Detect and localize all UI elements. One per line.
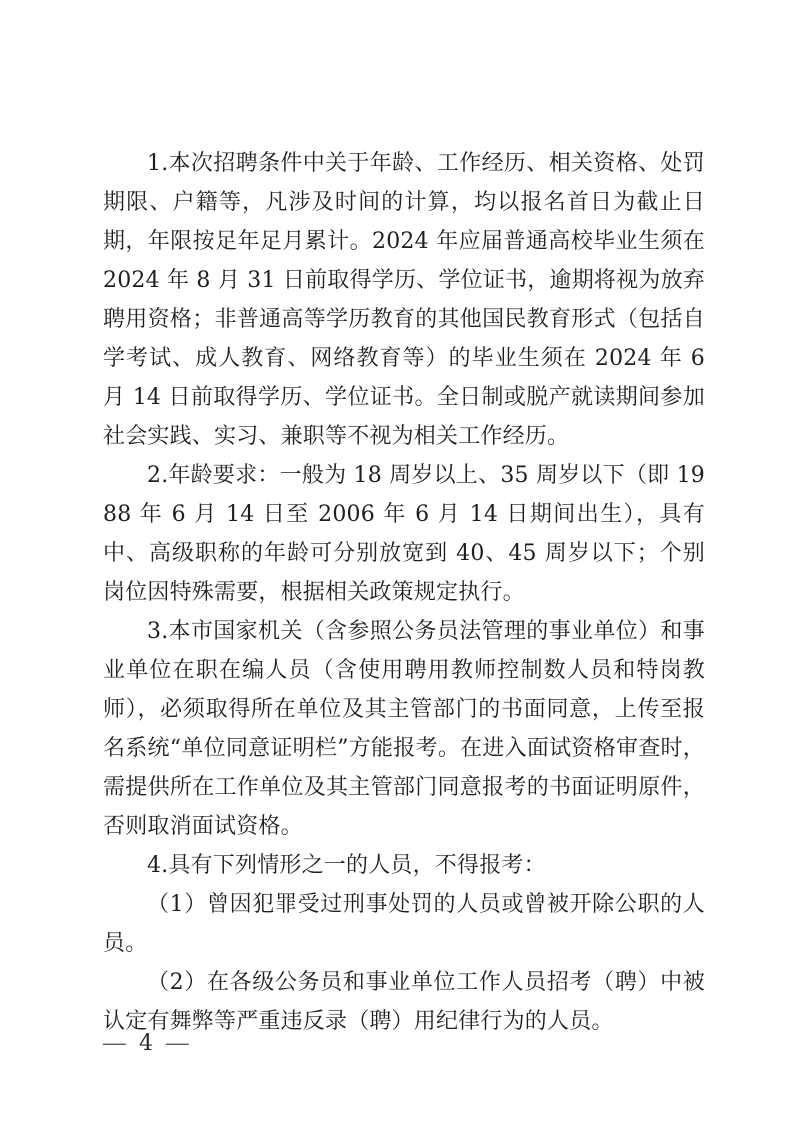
paragraph-clause-4-item-2: （2）在各级公务员和事业单位工作人员招考（聘）中被认定有舞弊等严重违反录（聘）用纪律行为的人员。	[103, 970, 705, 1034]
document-body-text	[103, 144, 705, 1041]
paragraph-clause-4: 4.具有下列情形之一的人员，不得报考：	[147, 853, 546, 878]
footer-left-dash: —	[101, 1031, 129, 1055]
paragraph-clause-2: 2.年龄要求：一般为 18 周岁以上、35 周岁以下（即 1988 年 6 月 14 日至 2006 年 6 月 14 日期间出生），具有中、高级职称的年龄可分别放宽到 40、45 周岁以下；个别岗位因特殊需要，根据相关政策规定执行。	[103, 463, 705, 605]
footer-right-dash: —	[164, 1031, 192, 1055]
paragraph-clause-3: 3.本市国家机关（含参照公务员法管理的事业单位）和事业单位在职在编人员（含使用聘用教师控制数人员和特岗教师），必须取得所在单位及其主管部门的书面同意，上传至报名系统“单位同意证明栏”方能报考。在进入面试资格审查时，需提供所在工作单位及其主管部门同意报考的书面证明原件，否则取消面试资格。	[103, 619, 705, 839]
paragraph-clause-4-item-1: （1）曾因犯罪受过刑事处罚的人员或曾被开除公职的人员。	[103, 892, 705, 956]
page-number-footer	[101, 1031, 192, 1056]
page-number: 4	[139, 1031, 154, 1056]
paragraph-clause-1: 1.本次招聘条件中关于年龄、工作经历、相关资格、处罚期限、户籍等，凡涉及时间的计算，均以报名首日为截止日期，年限按足年足月累计。2024 年应届普通高校毕业生须在 2024 年 8 月 31 日前取得学历、学位证书，逾期将视为放弃聘用资格；非普通高等学历教育的其他国民教育形式（包括自学考试、成人教育、网络教育等）的毕业生须在 2024 年 6 月 14 日前取得学历、学位证书。全日制或脱产就读期间参加社会实践、实习、兼职等不视为相关工作经历。	[103, 151, 705, 449]
